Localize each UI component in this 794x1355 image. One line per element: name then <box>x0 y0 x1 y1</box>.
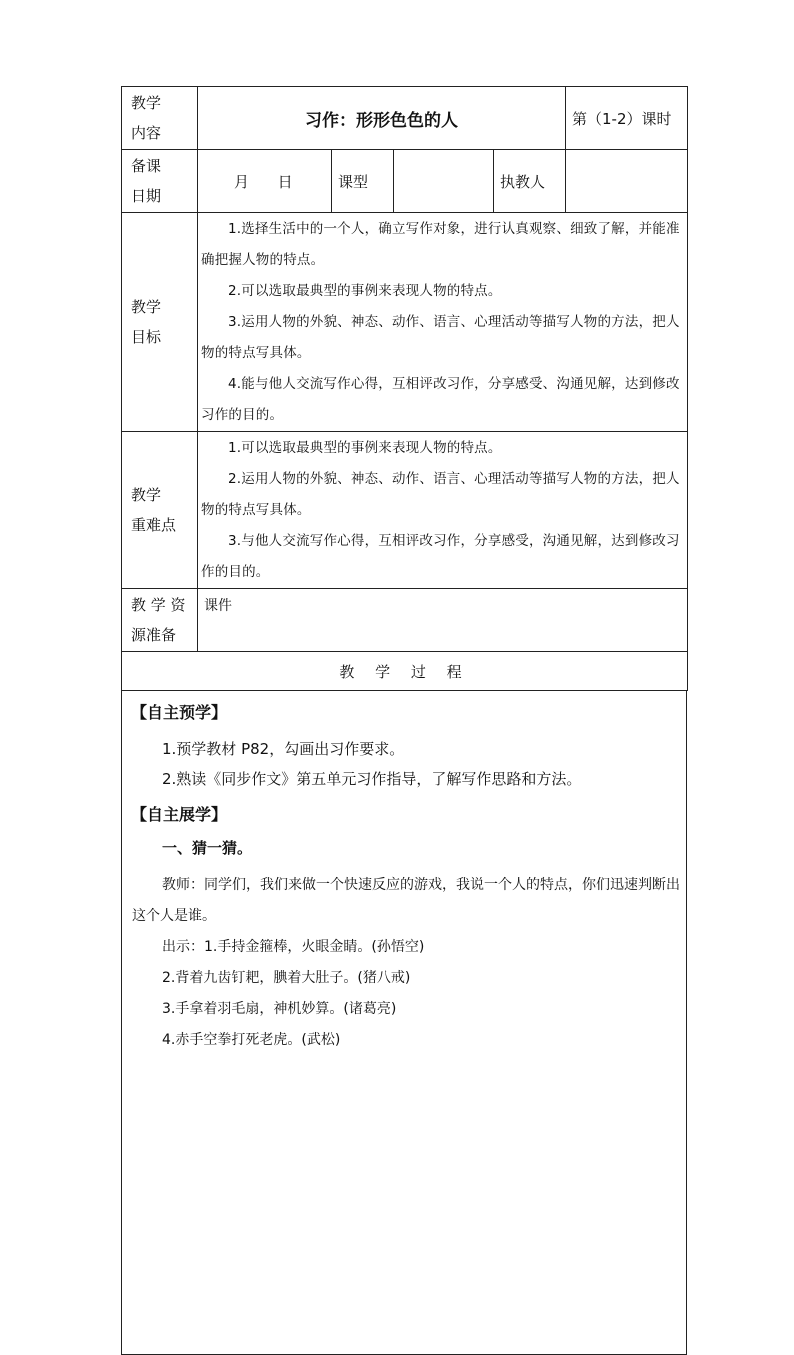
date-label-line1: 备课 <box>131 157 162 175</box>
content-row <box>122 87 688 150</box>
key-points-label-line1: 教学 <box>131 486 162 504</box>
goal-item: 4.能与他人交流写作心得，互相评改习作，分享感受、沟通见解，达到修改习作的目的。 <box>201 375 680 423</box>
goals-label-cell <box>122 213 198 432</box>
example-item: 出示：1.手持金箍棒，火眼金睛。(孙悟空) <box>162 939 425 955</box>
lesson-period: 第（1-2）课时 <box>566 87 688 150</box>
date-row <box>122 150 688 213</box>
example-item: 4.赤手空拳打死老虎。(武松) <box>162 1032 341 1048</box>
resources-label-line2: 源准备 <box>131 626 177 644</box>
content-label-line2: 内容 <box>131 124 162 142</box>
key-points-row <box>122 432 688 589</box>
goal-item: 1.选择生活中的一个人，确立写作对象，进行认真观察、细致了解，并能准确把握人物的特点。 <box>201 220 680 268</box>
date-label-line2: 日期 <box>131 187 162 205</box>
lesson-plan-table <box>121 86 688 691</box>
preview-item: 1.预学教材 P82，勾画出习作要求。 <box>162 740 405 758</box>
resources-label-line1: 教 学 资 <box>131 596 186 614</box>
preview-item: 2.熟读《同步作文》第五单元习作指导，了解写作思路和方法。 <box>162 770 582 788</box>
lesson-type-value <box>394 150 494 213</box>
key-points-content <box>198 432 688 589</box>
key-points-label-cell <box>122 432 198 589</box>
lesson-plan-page <box>121 86 687 1355</box>
resources-label-cell <box>122 589 198 652</box>
teacher-label: 执教人 <box>494 150 566 213</box>
teacher-value <box>566 150 688 213</box>
process-header: 教 学 过 程 <box>122 652 688 691</box>
guess-subtitle: 一、猜一猜。 <box>162 839 253 857</box>
content-label-line1: 教学 <box>131 94 162 112</box>
date-value: 月 日 <box>198 150 332 213</box>
key-point-item: 3.与他人交流写作心得，互相评改习作，分享感受，沟通见解，达到修改习作的目的。 <box>201 532 680 580</box>
process-body <box>121 691 687 1355</box>
resources-value: 课件 <box>198 589 688 652</box>
show-section-title: 【自主展学】 <box>131 805 228 824</box>
resources-row <box>122 589 688 652</box>
content-label-cell <box>122 87 198 150</box>
date-label-cell <box>122 150 198 213</box>
preview-section-title: 【自主预学】 <box>131 703 228 722</box>
example-item: 2.背着九齿钉耙，腆着大肚子。(猪八戒) <box>162 970 411 986</box>
process-header-row <box>122 652 688 691</box>
goals-label-line1: 教学 <box>131 298 162 316</box>
goals-row <box>122 213 688 432</box>
key-points-label-line2: 重难点 <box>131 516 177 534</box>
key-point-item: 2.运用人物的外貌、神态、动作、语言、心理活动等描写人物的方法，把人物的特点写具体。 <box>201 470 680 518</box>
teacher-instruction: 教师：同学们，我们来做一个快速反应的游戏，我说一个人的特点，你们迅速判断出这个人是谁。 <box>132 877 680 924</box>
goals-label-line2: 目标 <box>131 328 162 346</box>
goal-item: 2.可以选取最典型的事例来表现人物的特点。 <box>228 282 502 299</box>
goals-content <box>198 213 688 432</box>
key-point-item: 1.可以选取最典型的事例来表现人物的特点。 <box>228 439 502 456</box>
lesson-type-label: 课型 <box>332 150 394 213</box>
example-item: 3.手拿着羽毛扇，神机妙算。(诸葛亮) <box>162 1001 397 1017</box>
goal-item: 3.运用人物的外貌、神态、动作、语言、心理活动等描写人物的方法，把人物的特点写具体。 <box>201 313 680 361</box>
lesson-title: 习作：形形色色的人 <box>198 87 566 150</box>
